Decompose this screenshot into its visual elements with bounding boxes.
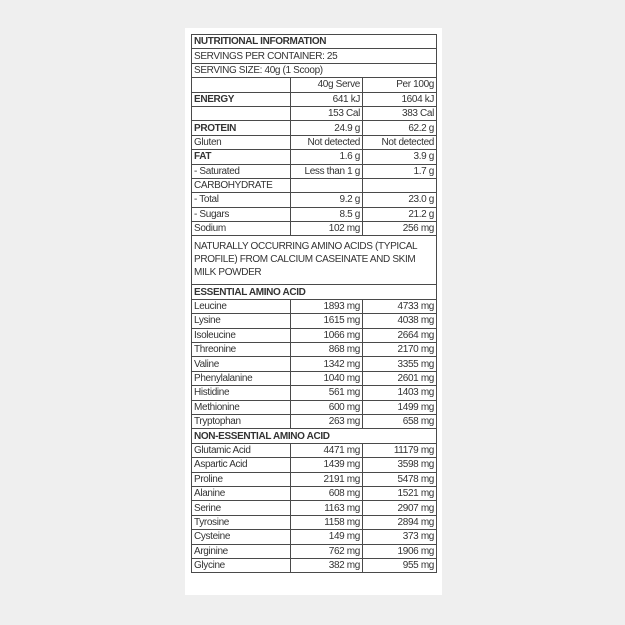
value-per-100g: 21.2 g — [363, 207, 437, 221]
table-title: NUTRITIONAL INFORMATION — [192, 35, 437, 49]
amino-acid-row — [192, 558, 437, 572]
value-per-serve: 2191 mg — [291, 472, 363, 486]
amino-acid-row — [192, 343, 437, 357]
header-row — [192, 78, 437, 92]
value-per-100g: 1403 mg — [363, 386, 437, 400]
column-header-blank — [192, 78, 291, 92]
amino-acid-name: Alanine — [192, 486, 291, 500]
note-row — [192, 236, 437, 285]
value-per-100g: 955 mg — [363, 558, 437, 572]
amino-acid-row — [192, 386, 437, 400]
value-per-serve: 1.6 g — [291, 150, 363, 164]
amino-acid-name: Lysine — [192, 314, 291, 328]
value-per-100g: 2894 mg — [363, 515, 437, 529]
amino-acid-note: NATURALLY OCCURRING AMINO ACIDS (TYPICAL PROFILE) FROM CALCIUM CASEINATE AND SKIM MILK POWDER — [192, 236, 437, 285]
value-per-serve: 8.5 g — [291, 207, 363, 221]
amino-acid-row — [192, 414, 437, 428]
value-per-serve — [291, 178, 363, 192]
amino-acid-row — [192, 299, 437, 313]
value-per-serve: 153 Cal — [291, 106, 363, 120]
amino-acid-row — [192, 458, 437, 472]
value-per-serve: 382 mg — [291, 558, 363, 572]
nutrient-name: - Saturated — [192, 164, 291, 178]
nutrient-name: CARBOHYDRATE — [192, 178, 291, 192]
value-per-serve: 263 mg — [291, 414, 363, 428]
amino-acid-name: Valine — [192, 357, 291, 371]
amino-acid-row — [192, 357, 437, 371]
value-per-100g: 62.2 g — [363, 121, 437, 135]
nutrient-row — [192, 207, 437, 221]
value-per-100g: 2601 mg — [363, 371, 437, 385]
title-row — [192, 35, 437, 49]
amino-acid-row — [192, 501, 437, 515]
amino-acid-row — [192, 530, 437, 544]
amino-acid-row — [192, 544, 437, 558]
amino-acid-row — [192, 486, 437, 500]
nutrient-row — [192, 121, 437, 135]
nutrient-row — [192, 222, 437, 236]
amino-acid-row — [192, 314, 437, 328]
nutrient-name: FAT — [192, 150, 291, 164]
amino-acid-name: Histidine — [192, 386, 291, 400]
value-per-serve: 608 mg — [291, 486, 363, 500]
nutrient-name: PROTEIN — [192, 121, 291, 135]
nutrient-row — [192, 164, 437, 178]
value-per-serve: 24.9 g — [291, 121, 363, 135]
amino-acid-name: Methionine — [192, 400, 291, 414]
nutrient-name: Sodium — [192, 222, 291, 236]
amino-acid-name: Arginine — [192, 544, 291, 558]
value-per-serve: 561 mg — [291, 386, 363, 400]
amino-acid-name: Serine — [192, 501, 291, 515]
servings-per-container: SERVINGS PER CONTAINER: 25 — [192, 49, 437, 63]
value-per-100g: 5478 mg — [363, 472, 437, 486]
nutrient-name — [192, 106, 291, 120]
amino-acid-name: Phenylalanine — [192, 371, 291, 385]
value-per-serve: 1163 mg — [291, 501, 363, 515]
amino-acid-name: Glutamic Acid — [192, 443, 291, 457]
value-per-100g: 256 mg — [363, 222, 437, 236]
value-per-100g: 11179 mg — [363, 443, 437, 457]
amino-acid-name: Cysteine — [192, 530, 291, 544]
nutrient-row — [192, 106, 437, 120]
amino-acid-name: Glycine — [192, 558, 291, 572]
nutrient-row — [192, 193, 437, 207]
value-per-serve: 102 mg — [291, 222, 363, 236]
amino-acid-name: Isoleucine — [192, 328, 291, 342]
nutrient-name: - Sugars — [192, 207, 291, 221]
value-per-serve: 762 mg — [291, 544, 363, 558]
value-per-100g: 1.7 g — [363, 164, 437, 178]
amino-acid-name: Tyrosine — [192, 515, 291, 529]
nutrient-row — [192, 92, 437, 106]
value-per-serve: 4471 mg — [291, 443, 363, 457]
value-per-100g: 373 mg — [363, 530, 437, 544]
value-per-100g: 2170 mg — [363, 343, 437, 357]
nutrition-table — [191, 34, 437, 573]
nutrient-row — [192, 178, 437, 192]
non-essential-heading-row — [192, 429, 437, 443]
amino-acid-row — [192, 472, 437, 486]
amino-acid-name: Proline — [192, 472, 291, 486]
value-per-100g: 2664 mg — [363, 328, 437, 342]
section-heading: NON-ESSENTIAL AMINO ACID — [192, 429, 437, 443]
amino-acid-name: Tryptophan — [192, 414, 291, 428]
amino-acid-row — [192, 328, 437, 342]
value-per-100g: 1521 mg — [363, 486, 437, 500]
value-per-serve: 600 mg — [291, 400, 363, 414]
value-per-serve: 1615 mg — [291, 314, 363, 328]
value-per-serve: 868 mg — [291, 343, 363, 357]
essential-heading-row — [192, 285, 437, 299]
value-per-serve: 1040 mg — [291, 371, 363, 385]
nutrient-row — [192, 135, 437, 149]
section-heading: ESSENTIAL AMINO ACID — [192, 285, 437, 299]
column-header-serve: 40g Serve — [291, 78, 363, 92]
value-per-serve: 9.2 g — [291, 193, 363, 207]
amino-acid-name: Threonine — [192, 343, 291, 357]
value-per-100g: 383 Cal — [363, 106, 437, 120]
value-per-serve: 641 kJ — [291, 92, 363, 106]
nutrient-name: ENERGY — [192, 92, 291, 106]
nutrient-name: - Total — [192, 193, 291, 207]
value-per-serve: Not detected — [291, 135, 363, 149]
value-per-100g: 4038 mg — [363, 314, 437, 328]
value-per-100g: 3598 mg — [363, 458, 437, 472]
value-per-100g: 23.0 g — [363, 193, 437, 207]
value-per-serve: Less than 1 g — [291, 164, 363, 178]
value-per-100g: 4733 mg — [363, 299, 437, 313]
servings-row — [192, 49, 437, 63]
amino-acid-row — [192, 400, 437, 414]
value-per-100g: 3.9 g — [363, 150, 437, 164]
value-per-100g — [363, 178, 437, 192]
value-per-serve: 1342 mg — [291, 357, 363, 371]
value-per-100g: 1604 kJ — [363, 92, 437, 106]
serving-size-row — [192, 63, 437, 77]
column-header-per100: Per 100g — [363, 78, 437, 92]
value-per-100g: 658 mg — [363, 414, 437, 428]
value-per-100g: 1499 mg — [363, 400, 437, 414]
serving-size: SERVING SIZE: 40g (1 Scoop) — [192, 63, 437, 77]
value-per-serve: 1893 mg — [291, 299, 363, 313]
amino-acid-name: Leucine — [192, 299, 291, 313]
amino-acid-row — [192, 515, 437, 529]
value-per-100g: 2907 mg — [363, 501, 437, 515]
value-per-serve: 1439 mg — [291, 458, 363, 472]
nutrient-row — [192, 150, 437, 164]
value-per-100g: 1906 mg — [363, 544, 437, 558]
value-per-serve: 1158 mg — [291, 515, 363, 529]
value-per-100g: 3355 mg — [363, 357, 437, 371]
nutrient-name: Gluten — [192, 135, 291, 149]
value-per-serve: 1066 mg — [291, 328, 363, 342]
amino-acid-row — [192, 371, 437, 385]
value-per-serve: 149 mg — [291, 530, 363, 544]
value-per-100g: Not detected — [363, 135, 437, 149]
amino-acid-name: Aspartic Acid — [192, 458, 291, 472]
amino-acid-row — [192, 443, 437, 457]
